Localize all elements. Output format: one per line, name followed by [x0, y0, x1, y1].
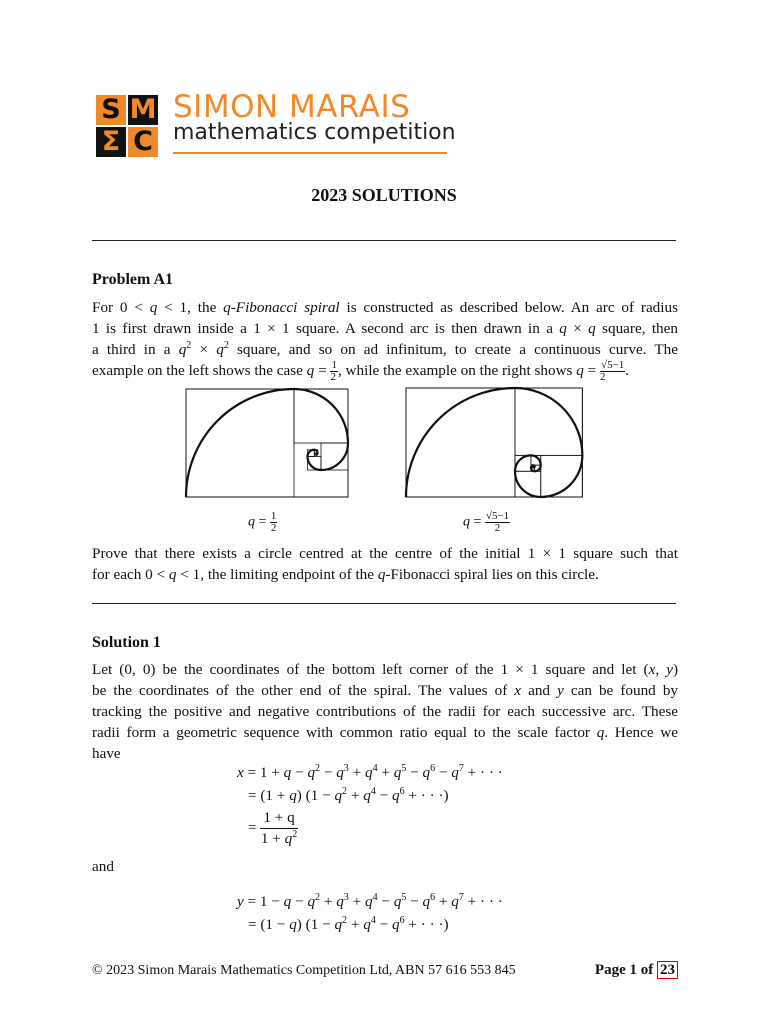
solution-line: Let (0, 0) be the coordinates of the bottom left corner of the 1 × 1 square and let (x, y): [92, 661, 678, 678]
divider: [92, 603, 676, 604]
problem-intro-line: a third in a $q^2 \times q^2$ square, and so on ad infinitum, to create a continuous curve. The: [92, 340, 678, 358]
page-number: [595, 962, 678, 979]
solution-line: radii form a geometric sequence with common ratio equal to the scale factor q. Hence we: [92, 724, 678, 741]
logo-subtitle: mathematics competition: [173, 120, 456, 145]
logo-tile-s: S: [96, 95, 126, 125]
fraction-denominator: $1 + q^2$: [260, 829, 298, 847]
problem-statement-line: for each 0 < q < 1, the limiting endpoint of the q-Fibonacci spiral lies on this circle.: [92, 566, 599, 583]
equation-y-line1: $y = 1 - q - q^2 + q^3 + q^4 - q^5 - q^6 + q^7$ + · · ·: [237, 892, 503, 910]
caption-left: q = $\frac{1}{2}$: [248, 510, 277, 534]
equation-x-line3: = $\frac{1 + q}{1 + q^2}$: [248, 809, 298, 847]
problem-intro-line: For 0 < q < 1, the q-Fibonacci spiral is constructed as described below. An arc of radius: [92, 299, 679, 316]
logo-tile-c: C: [128, 127, 158, 157]
equation-y-line2: = (1 − q) ($1 - q^2 + q^4 - q^6$ + · · ·): [248, 915, 449, 933]
solution-line: tracking the positive and negative contributions of the radii for each successive arc. These: [92, 703, 678, 720]
document-title: 2023 SOLUTIONS: [311, 185, 457, 205]
solution-line: have: [92, 745, 121, 762]
equation-x-line1: $x = 1 + q - q^2 - q^3 + q^4 + q^5 - q^6 - q^7$ + · · ·: [237, 763, 503, 781]
and-text: and: [92, 858, 114, 875]
logo-tile-m: M: [129, 94, 157, 125]
equation-x-line2: = (1 + q) ($1 - q^2 + q^4 - q^6$ + · · ·): [248, 786, 449, 804]
page-total-link[interactable]: 23: [657, 961, 678, 979]
spiral-square: [406, 388, 515, 497]
page-label: Page 1 of: [594, 962, 654, 978]
problem-heading: Problem A1: [92, 271, 174, 288]
problem-intro-line: example on the left shows the case q = $\frac{1}{2}$ , while the example on the right shows q = $\frac{√5-1}{2}$ .: [92, 359, 630, 384]
solution-text: [92, 659, 678, 764]
caption-right: q = $\frac{√5-1}{2}$: [463, 510, 510, 534]
problem-intro-line: 1 is first drawn inside a 1 × 1 square. A second arc is then drawn in a q × q square, then: [92, 320, 678, 337]
spiral-curve: [406, 388, 582, 497]
spiral-square: [186, 389, 294, 497]
logo-tile-sigma: Σ: [96, 127, 126, 157]
logo-title: SIMON MARAIS: [173, 89, 411, 125]
solution-heading: Solution 1: [92, 634, 161, 651]
spiral-figure-right: [406, 388, 582, 497]
problem-statement-line: Prove that there exists a circle centred at the centre of the initial 1 × 1 square such that: [92, 545, 678, 562]
footer-copyright: © 2023 Simon Marais Mathematics Competition Ltd, ABN 57 616 553 845: [92, 963, 516, 978]
fraction-numerator: 1 + q: [260, 808, 297, 829]
bounding-rectangle: [406, 388, 582, 497]
solution-line: be the coordinates of the other end of the spiral. The values of x and y can be found by: [92, 682, 679, 699]
spiral-figure-left: [186, 389, 348, 497]
problem-statement: [92, 543, 678, 585]
